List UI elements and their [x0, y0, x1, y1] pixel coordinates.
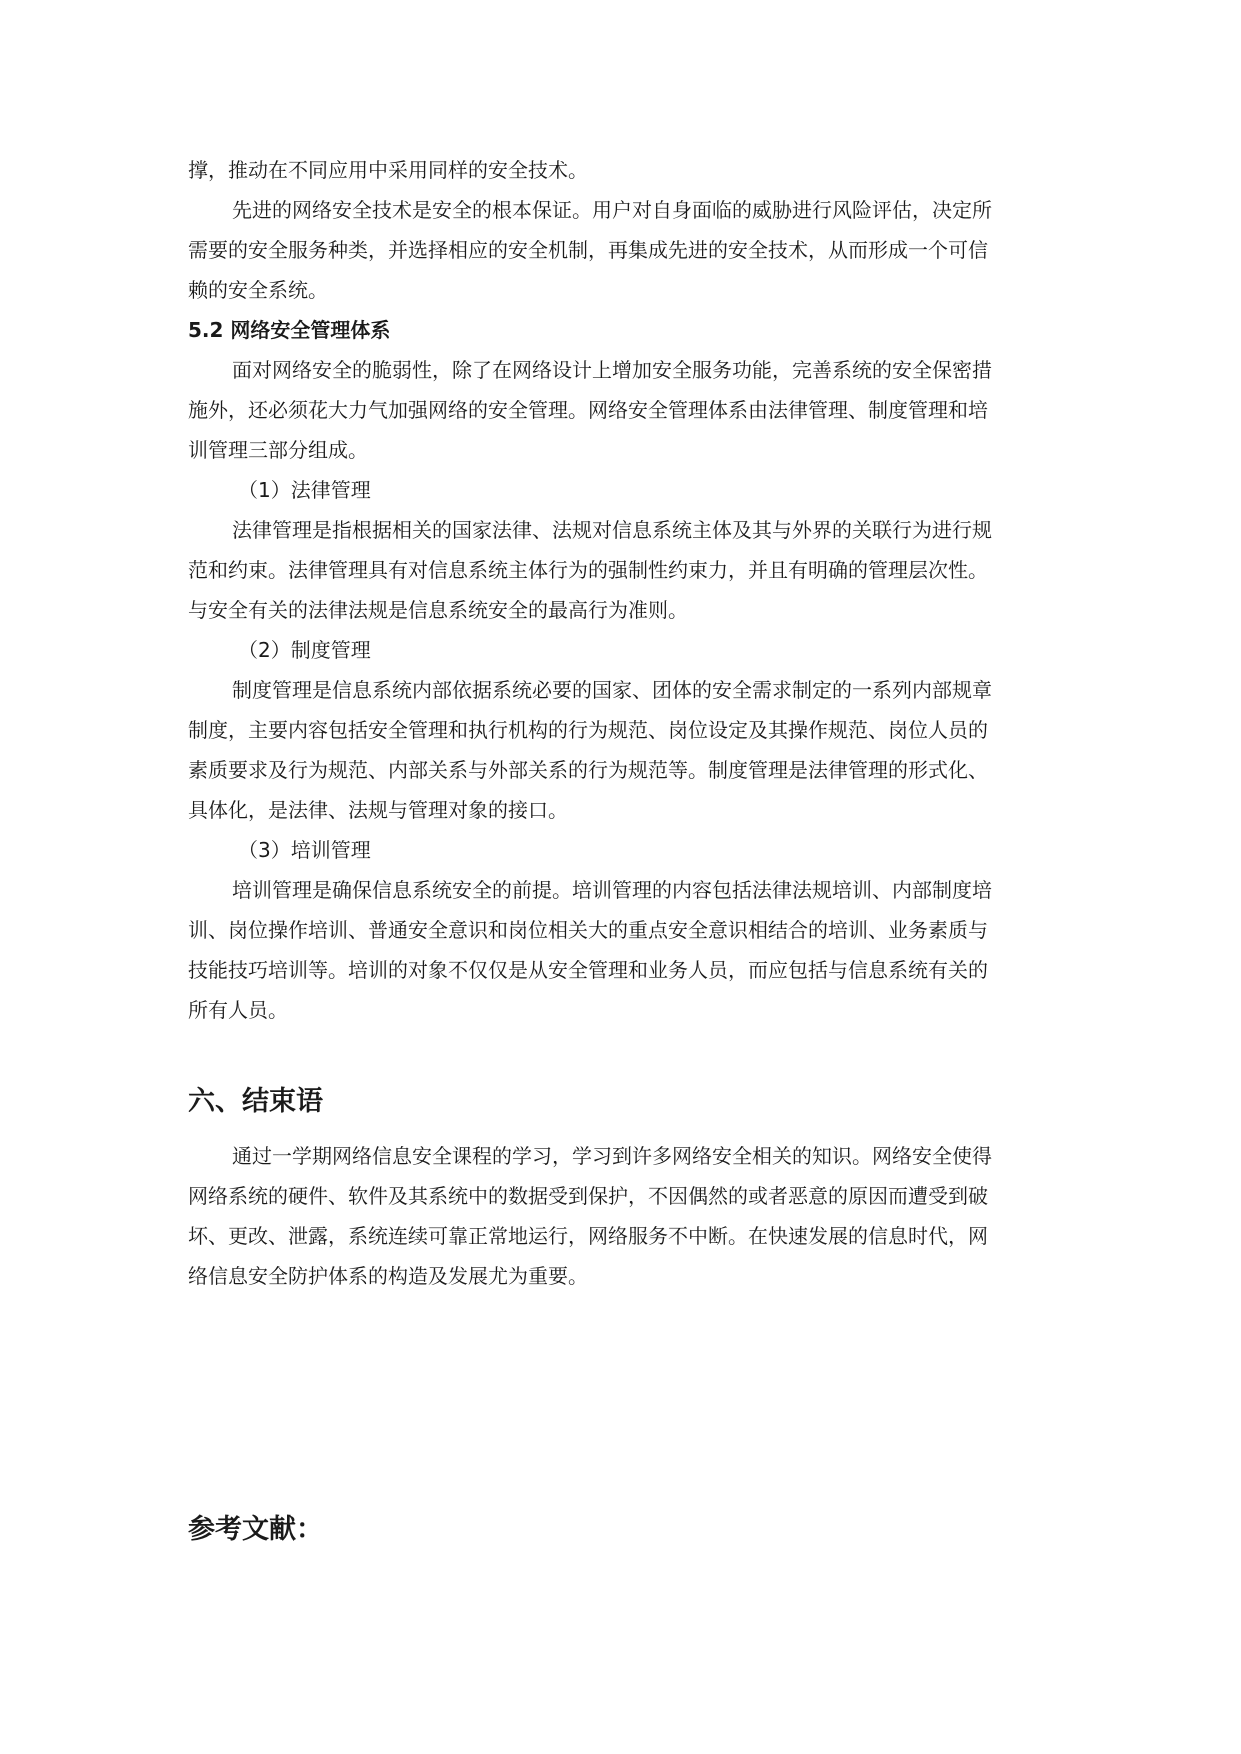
system-management-line: 素质要求及行为规范、内部关系与外部关系的行为规范等。制度管理是法律管理的形式化、 — [188, 758, 988, 782]
tech-paragraph-line: 需要的安全服务种类，并选择相应的安全机制，再集成先进的安全技术，从而形成一个可信 — [188, 238, 988, 262]
training-management-line: 训、岗位操作培训、普通安全意识和岗位相关大的重点安全意识相结合的培训、业务素质与 — [188, 918, 988, 942]
training-management-line: 技能技巧培训等。培训的对象不仅仅是从安全管理和业务人员，而应包括与信息系统有关的 — [188, 958, 988, 982]
system-management-line: 制度管理是信息系统内部依据系统必要的国家、团体的安全需求制定的一系列内部规章 — [232, 678, 992, 702]
section-6-heading: 六、结束语 — [188, 1086, 323, 1117]
section-5-2-heading: 5.2 网络安全管理体系 — [188, 318, 391, 342]
system-management-title: （2）制度管理 — [238, 638, 371, 662]
conclusion-line: 网络系统的硬件、软件及其系统中的数据受到保护，不因偶然的或者恶意的原因而遭受到破 — [188, 1184, 988, 1208]
tech-paragraph-line: 赖的安全系统。 — [188, 278, 328, 302]
intro-paragraph-line: 撑，推动在不同应用中采用同样的安全技术。 — [188, 158, 588, 182]
training-management-line: 培训管理是确保信息系统安全的前提。培训管理的内容包括法律法规培训、内部制度培 — [232, 878, 992, 902]
section-5-2-paragraph-line: 施外，还必须花大力气加强网络的安全管理。网络安全管理体系由法律管理、制度管理和培 — [188, 398, 988, 422]
legal-management-line: 与安全有关的法律法规是信息系统安全的最高行为准则。 — [188, 598, 688, 622]
conclusion-line: 坏、更改、泄露，系统连续可靠正常地运行，网络服务不中断。在快速发展的信息时代，网 — [188, 1224, 988, 1248]
tech-paragraph-line: 先进的网络安全技术是安全的根本保证。用户对自身面临的威胁进行风险评估，决定所 — [232, 198, 992, 222]
system-management-line: 具体化，是法律、法规与管理对象的接口。 — [188, 798, 568, 822]
system-management-line: 制度，主要内容包括安全管理和执行机构的行为规范、岗位设定及其操作规范、岗位人员的 — [188, 718, 988, 742]
conclusion-line: 络信息安全防护体系的构造及发展尤为重要。 — [188, 1264, 588, 1288]
legal-management-line: 法律管理是指根据相关的国家法律、法规对信息系统主体及其与外界的关联行为进行规 — [232, 518, 992, 542]
training-management-line: 所有人员。 — [188, 998, 288, 1022]
section-5-2-paragraph-line: 面对网络安全的脆弱性，除了在网络设计上增加安全服务功能，完善系统的安全保密措 — [232, 358, 992, 382]
section-5-2-paragraph-line: 训管理三部分组成。 — [188, 438, 368, 462]
legal-management-line: 范和约束。法律管理具有对信息系统主体行为的强制性约束力，并且有明确的管理层次性。 — [188, 558, 988, 582]
conclusion-line: 通过一学期网络信息安全课程的学习，学习到许多网络安全相关的知识。网络安全使得 — [232, 1144, 992, 1168]
references-heading: 参考文献： — [188, 1514, 323, 1545]
legal-management-title: （1）法律管理 — [238, 478, 371, 502]
training-management-title: （3）培训管理 — [238, 838, 371, 862]
